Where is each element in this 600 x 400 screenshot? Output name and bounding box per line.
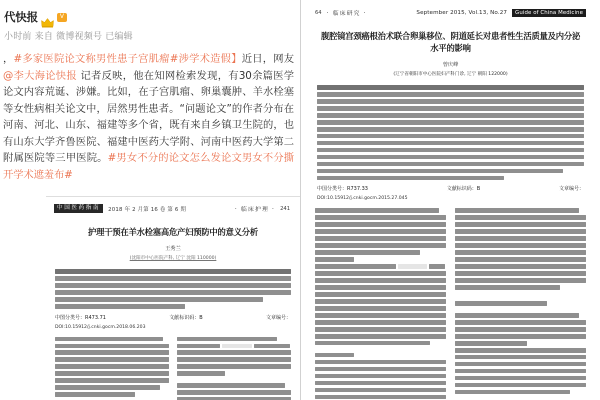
body-text-3: 。比如，在子宫肌瘤、卵巢囊肿、羊水栓塞等女性病相关论文中，居然 (3, 86, 294, 115)
abstract-line (317, 120, 584, 124)
keywords-line (317, 176, 504, 180)
body-line (55, 337, 163, 341)
body-line (455, 327, 586, 331)
column-2 (455, 208, 586, 400)
body-columns-right (301, 208, 600, 400)
journal-name-box: 中国医药指南 (54, 204, 103, 213)
section-label: · 临床护理 · (234, 207, 276, 213)
journal-name-box-en: Guide of China Medicine (512, 9, 586, 17)
body-line (315, 236, 446, 240)
post-timestamp: 小时前 (4, 32, 32, 42)
body-line (315, 313, 446, 317)
body-line (315, 299, 446, 303)
weibo-post-meta (2, 29, 294, 42)
body-line (315, 327, 446, 331)
doi-right: DOI:10.15912/j.cnki.gocm.2015.27.045 (317, 196, 408, 202)
body-line (55, 344, 169, 348)
running-head-right (301, 0, 600, 17)
body-line (455, 334, 586, 338)
body-line (455, 383, 586, 387)
body-line (55, 378, 169, 382)
section-heading-line (315, 353, 354, 357)
body-line (315, 243, 446, 247)
article-id: 文章编号： (265, 314, 291, 321)
body-line (315, 381, 446, 385)
section-heading-line (315, 257, 354, 261)
hashtag-topic-2[interactable]: #男女不分的论文怎么发 (107, 152, 222, 164)
body-line (315, 374, 446, 378)
abstract-line (317, 92, 584, 96)
abstract-line (317, 127, 584, 131)
body-line (455, 285, 560, 289)
body-line (315, 388, 446, 392)
crown-icon (41, 13, 54, 23)
body-text-1: 近日，网友 (241, 53, 295, 65)
abstract-line (317, 169, 563, 173)
abstract-line (317, 148, 584, 152)
body-text-6: 、河南中医药大学第二附属医院等三甲医院。 (3, 135, 294, 164)
hashtag-topic-tail[interactable]: 涉学术造假】 (178, 53, 242, 65)
body-line (455, 313, 579, 317)
body-line-highlighted (177, 344, 291, 348)
scanned-paper-left (46, 196, 300, 400)
body-line (177, 337, 277, 341)
abstract-line (317, 141, 584, 145)
body-line (55, 392, 135, 396)
body-line (315, 360, 446, 364)
section-label: · 临床研究 · (326, 11, 367, 17)
abstract-line (317, 85, 584, 90)
weibo-post (0, 0, 300, 196)
scanned-paper-right (300, 0, 600, 400)
body-line (455, 222, 586, 226)
body-line (315, 222, 446, 226)
post-source[interactable]: 微博视频号 (56, 32, 103, 42)
abstract-line (317, 113, 584, 117)
keywords-line (55, 304, 185, 308)
clc-number: 中图分类号：R473.71 (55, 314, 106, 321)
paper-author-right: 曾庆峰 (442, 62, 459, 68)
column-1 (315, 208, 446, 400)
body-text-2: 记者反映，他在知网检索发现，有30余篇医学论文内容荒诞、涉嫌 (3, 69, 294, 98)
body-lead-punct: ， (3, 53, 14, 65)
body-line (315, 208, 439, 212)
paper-title-left: 护理干预在羊水栓塞高危产妇预防中的意义分析 (87, 227, 259, 237)
body-line (177, 364, 291, 368)
column-1 (55, 337, 169, 400)
verified-badge[interactable]: V (57, 13, 67, 22)
weibo-post-header (2, 9, 294, 25)
abstract-line (55, 269, 291, 274)
body-line (315, 292, 446, 296)
body-line (55, 364, 169, 368)
issue-info-en: September 2015, Vol.13, No.27 (416, 9, 508, 16)
issue-info: 2018 年 2 月第 16 卷 第 6 期 (108, 206, 187, 213)
body-line (315, 250, 420, 254)
hashtag-topic-3[interactable]: 论文男女不分撕开学术遮羞布# (3, 152, 294, 181)
abstract-line (55, 276, 291, 280)
body-line (315, 278, 446, 282)
body-line (455, 362, 586, 366)
body-line (455, 264, 586, 268)
body-line (315, 395, 446, 399)
paper-affiliation-right: (辽宁省朝阳市中心医院妇产科门诊, 辽宁 朝阳 122000) (393, 72, 508, 77)
body-line (455, 341, 527, 345)
body-line (315, 271, 446, 275)
body-line (455, 257, 586, 261)
body-line (455, 243, 586, 247)
body-line (455, 229, 586, 233)
indexing-line-right (301, 185, 600, 192)
body-line (315, 229, 446, 233)
paper-affiliation-left (46, 255, 300, 261)
abstract-line (55, 290, 291, 294)
document-code: 文献标识码：B (446, 186, 481, 193)
abstract-right (301, 85, 600, 180)
abstract-line (317, 134, 584, 138)
column-2 (177, 337, 291, 400)
body-line (315, 334, 446, 338)
body-line (455, 369, 586, 373)
body-line (455, 250, 586, 254)
body-line (455, 215, 586, 219)
abstract-line (55, 283, 291, 287)
hashtag-topic[interactable]: #多家医院论文称男性患子宫肌瘤# (13, 53, 179, 65)
body-line (315, 285, 446, 289)
body-line (455, 278, 586, 282)
body-line (315, 320, 446, 324)
weibo-account-name[interactable]: 代快报 (4, 10, 38, 24)
article-id-label: 文章编号： (558, 186, 584, 193)
body-line (177, 357, 291, 361)
body-line (55, 371, 169, 375)
body-columns-left (46, 337, 300, 400)
body-line-highlighted (315, 264, 446, 268)
paper-title-right: 腹腔镜宫颈癌根治术联合卵巢移位、阴道延长对患者性生活质量及内分泌水平的影响 (320, 31, 581, 53)
affiliation-text: (沈阳市中心医院产科, 辽宁 沈阳 110000) (129, 256, 217, 261)
paper-author-left: 王秀兰 (165, 246, 181, 252)
body-line (315, 215, 446, 219)
highlight-mark (398, 264, 427, 268)
body-line (455, 348, 586, 352)
mention-user[interactable]: @李大海论 (3, 69, 56, 82)
body-line (455, 271, 586, 275)
abstract-line (317, 99, 584, 103)
abstract-line (317, 155, 584, 159)
indexing-line-left (46, 314, 300, 321)
doi-left: DOI:10.15912/j.cnki.gocm.2018.06.203 (55, 324, 146, 330)
body-line (177, 371, 225, 375)
body-line (455, 236, 586, 240)
abstract-left (46, 269, 300, 309)
page-number: 64 (315, 9, 322, 16)
body-line (455, 355, 586, 359)
body-line (55, 350, 169, 354)
body-line (55, 385, 160, 389)
body-text-4: 男性患者。“问题论文”的作者分布在河南、河北、山东、福建等多个省 (3, 102, 294, 131)
document-code: 文献标识码：B (169, 314, 203, 321)
body-line (455, 390, 570, 394)
abstract-line (317, 162, 584, 166)
body-line (315, 341, 430, 345)
article-id-line (455, 301, 547, 305)
weibo-post-body (2, 51, 294, 183)
post-edited-label: 已编辑 (105, 32, 133, 42)
page-number: 241 (280, 205, 290, 212)
abstract-line (317, 106, 584, 110)
mention-user-tail[interactable]: 快报 (55, 69, 77, 82)
abstract-line (55, 297, 263, 301)
body-line (315, 367, 446, 371)
highlight-mark (222, 344, 252, 348)
body-text-5: ，既有来自乡镇卫生院的，也有山东大学齐鲁医院、福建中医药大学附 (3, 119, 294, 148)
body-line (455, 376, 586, 380)
body-line (455, 208, 579, 212)
body-line (455, 320, 586, 324)
post-source-prefix: 来自 (34, 32, 54, 42)
running-head-left (46, 197, 300, 213)
body-line (177, 383, 285, 387)
clc-number: 中国分类号：R737.33 (317, 186, 368, 193)
body-line (55, 357, 169, 361)
body-line (315, 306, 446, 310)
body-line (177, 350, 291, 354)
body-line (177, 390, 291, 394)
